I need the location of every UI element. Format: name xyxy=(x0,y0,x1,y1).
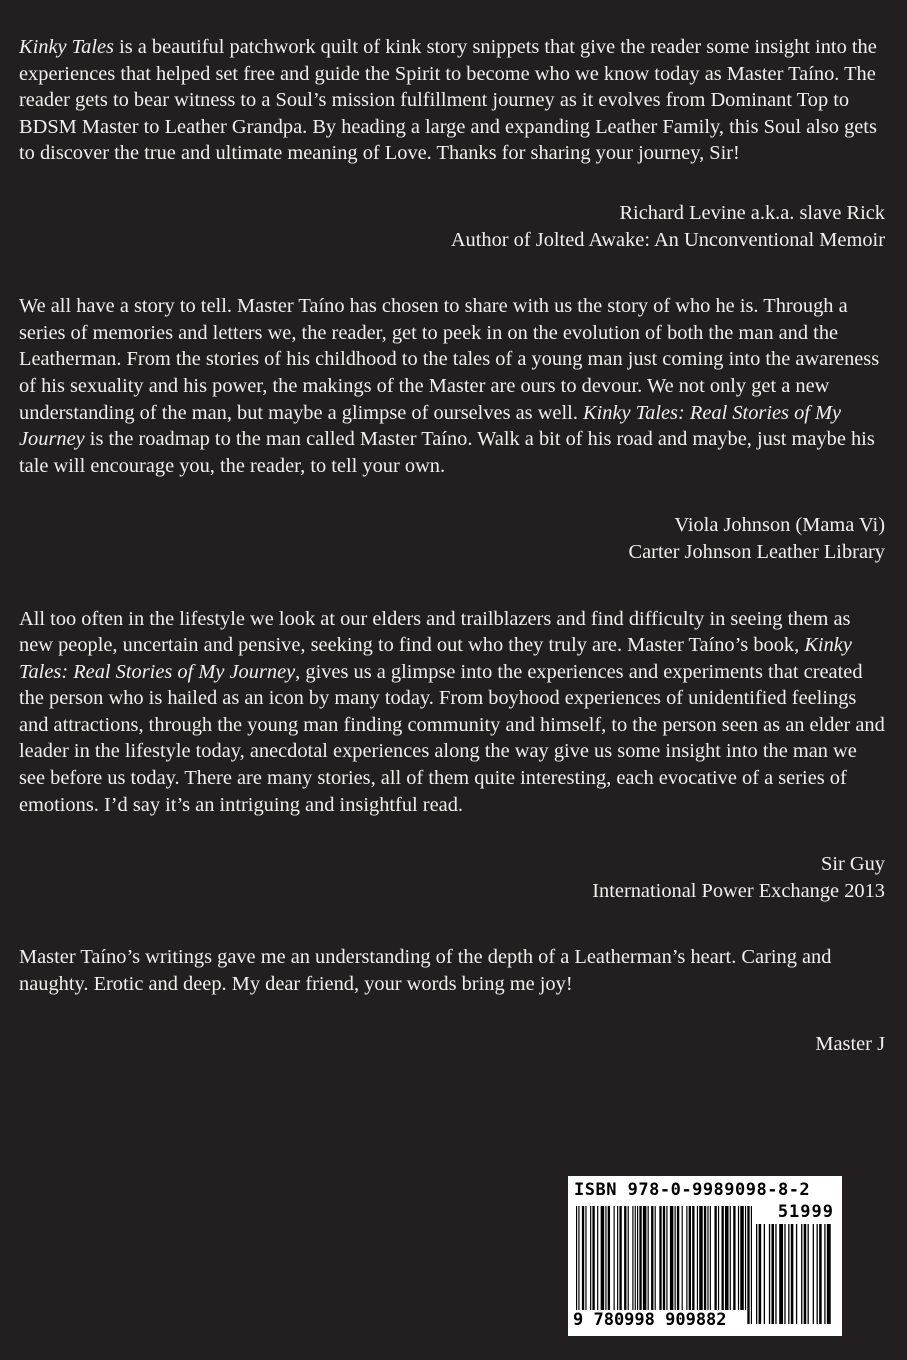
review-1-italic-lead: Kinky Tales xyxy=(19,36,114,58)
barcode-bar xyxy=(635,1206,636,1310)
barcode-bar xyxy=(619,1206,621,1310)
barcode-bar xyxy=(710,1206,711,1310)
barcode-bar xyxy=(747,1206,749,1324)
barcode-bar xyxy=(791,1224,794,1324)
barcode-bar xyxy=(590,1206,591,1310)
barcode-bar xyxy=(670,1206,674,1310)
barcode-bar xyxy=(614,1206,615,1310)
barcode-bar xyxy=(714,1206,716,1310)
barcode-bar xyxy=(804,1224,807,1324)
barcode-bar xyxy=(663,1206,665,1310)
barcode-bar xyxy=(585,1206,586,1310)
barcode-bar xyxy=(597,1206,598,1310)
barcode-bar xyxy=(675,1206,676,1310)
barcode-bar xyxy=(682,1206,683,1310)
review-1-body: is a beautiful patchwork quilt of kink story snippets that give the reader some insight into the experiences that helped set free and guide the Spirit to become who we know today as Master Taíno. The reader gets to bear witness to a Soul’s mission fulfillment journey as it evolves from Dominant Top to BDSM Master to Leather Grandpa. By heading a large and expanding Leather Family, this Soul also gets to discover the true and ultimate meaning of Love. Thanks for sharing your journey, Sir! xyxy=(19,36,877,165)
barcode-bar xyxy=(659,1206,661,1324)
barcode-bar xyxy=(808,1224,809,1324)
barcode-bar xyxy=(601,1206,605,1310)
barcode-bar xyxy=(751,1206,752,1324)
barcode-bar xyxy=(738,1206,739,1310)
barcode-bar xyxy=(764,1224,765,1324)
barcode-bar xyxy=(769,1224,770,1324)
review-3-body-after: , gives us a glimpse into the experiences and experiments that created the person who is hailed as an icon by many today. From boyhood experiences of unidentified feelings and attractions, through the young man finding community and himself, to the person seen as an elder and leader in the lifestyle today, anecdotal experiences along the way give us some insight into the man we see before us today. There are many stories, all of them quite interesting, each evocative of a series of emotions. I’d say it’s an intriguing and insightful read. xyxy=(19,660,885,816)
barcode-bar xyxy=(827,1224,831,1324)
barcode-bar xyxy=(632,1206,633,1310)
price-barcode-bars xyxy=(756,1224,832,1324)
back-cover-text xyxy=(19,34,885,1057)
review-4-text: Master Taíno’s writings gave me an understanding of the depth of a Leatherman’s heart. Caring and naughty. Erotic and deep. My dear friend, your words bring me joy! xyxy=(19,946,832,996)
barcode-bar xyxy=(733,1206,735,1310)
barcode-bar xyxy=(692,1206,694,1310)
barcode-bar xyxy=(819,1224,822,1324)
ean-digits xyxy=(572,1310,772,1330)
review-3-text xyxy=(19,606,885,819)
review-1-text xyxy=(19,34,885,167)
review-2-affiliation: Carter Johnson Leather Library xyxy=(628,540,885,563)
barcode-bar xyxy=(624,1206,626,1310)
barcode-bar xyxy=(771,1224,774,1324)
barcode-bar xyxy=(628,1206,629,1310)
review-3-affiliation: International Power Exchange 2013 xyxy=(592,879,885,902)
barcode-bar xyxy=(697,1206,698,1310)
review-2-author: Viola Johnson (Mama Vi) xyxy=(674,514,885,537)
barcode-bar xyxy=(801,1224,802,1324)
review-3-body-before: All too often in the lifestyle we look at our elders and trailblazers and find difficulty in seeing them as new people, uncertain and pensive, seeking to find out who they truly are. Master Taíno’s book, xyxy=(19,607,851,657)
barcode-bar xyxy=(824,1224,825,1324)
ean-digits-text: 9 780998 909882 xyxy=(573,1310,727,1330)
barcode-bar xyxy=(576,1206,577,1324)
barcode-bar xyxy=(817,1224,818,1324)
barcode-bar xyxy=(779,1224,783,1324)
review-1-affiliation: Author of Jolted Awake: An Unconventional Memoir xyxy=(450,228,885,251)
barcode-bar xyxy=(655,1206,656,1324)
barcode-bar xyxy=(578,1206,579,1324)
barcode-bar xyxy=(699,1206,703,1310)
barcode-bar xyxy=(718,1206,719,1310)
isbn-label: ISBN 978-0-9989098-8-2 xyxy=(574,1180,811,1200)
barcode-bar xyxy=(582,1206,584,1310)
review-2-body-before: We all have a story to tell. Master Taíno has chosen to share with us the story of who he is. Through a series of memories and letters we, the reader, get to peek in on the evolution of both the man and the Leatherman. From the stories of his childhood to the tales of a young man just coming into the awareness of his sexuality and his power, the makings of the Master are ours to devour. We not only get a new understanding of the man, but maybe a glimpse of ourselves as well. xyxy=(19,295,880,424)
review-3-book-title: Kinky Tales: Real Stories of My Journey xyxy=(19,634,852,683)
barcode-bar xyxy=(704,1206,706,1310)
barcode-bar xyxy=(643,1206,647,1310)
barcode-bar xyxy=(651,1206,653,1310)
barcode-bar xyxy=(608,1206,610,1310)
barcode-bar xyxy=(686,1206,687,1310)
barcode-bar xyxy=(605,1206,606,1310)
isbn-barcode xyxy=(568,1176,842,1336)
barcode-bar xyxy=(639,1206,641,1310)
barcode-bar xyxy=(775,1224,776,1324)
barcode-bar xyxy=(756,1224,757,1324)
barcode-bar xyxy=(788,1224,789,1324)
review-2-book-title: Kinky Tales: Real Stories of My Journey xyxy=(19,401,842,451)
barcode-bar xyxy=(689,1206,691,1310)
barcode-bar xyxy=(730,1206,731,1310)
barcode-bar xyxy=(637,1206,638,1310)
barcode-bar xyxy=(784,1224,785,1324)
review-4-author: Master J xyxy=(815,1032,885,1055)
barcode-bar xyxy=(666,1206,667,1310)
barcode-bar xyxy=(677,1206,679,1310)
review-3-author: Sir Guy xyxy=(820,853,885,876)
barcode-bar xyxy=(796,1224,797,1324)
review-1-author: Richard Levine a.k.a. slave Rick xyxy=(619,201,885,224)
review-2-body-after: is the roadmap to the man called Master Taíno. Walk a bit of his road and maybe, just maybe his tale will encourage you, the reader, to tell your own. xyxy=(19,428,875,477)
price-code: 51999 xyxy=(777,1202,834,1222)
barcode-bar xyxy=(592,1206,594,1310)
barcode-bar xyxy=(707,1206,708,1310)
barcode-bar xyxy=(813,1224,814,1324)
barcode-bar xyxy=(725,1206,729,1310)
barcode-bar xyxy=(740,1206,744,1310)
barcode-bar xyxy=(759,1224,762,1324)
barcode-bar xyxy=(617,1206,618,1310)
review-2-text xyxy=(19,293,885,479)
barcode-bar xyxy=(721,1206,723,1310)
barcode-bar xyxy=(745,1206,746,1310)
barcode-bar xyxy=(648,1206,649,1310)
ean-barcode-bars xyxy=(576,1206,752,1324)
